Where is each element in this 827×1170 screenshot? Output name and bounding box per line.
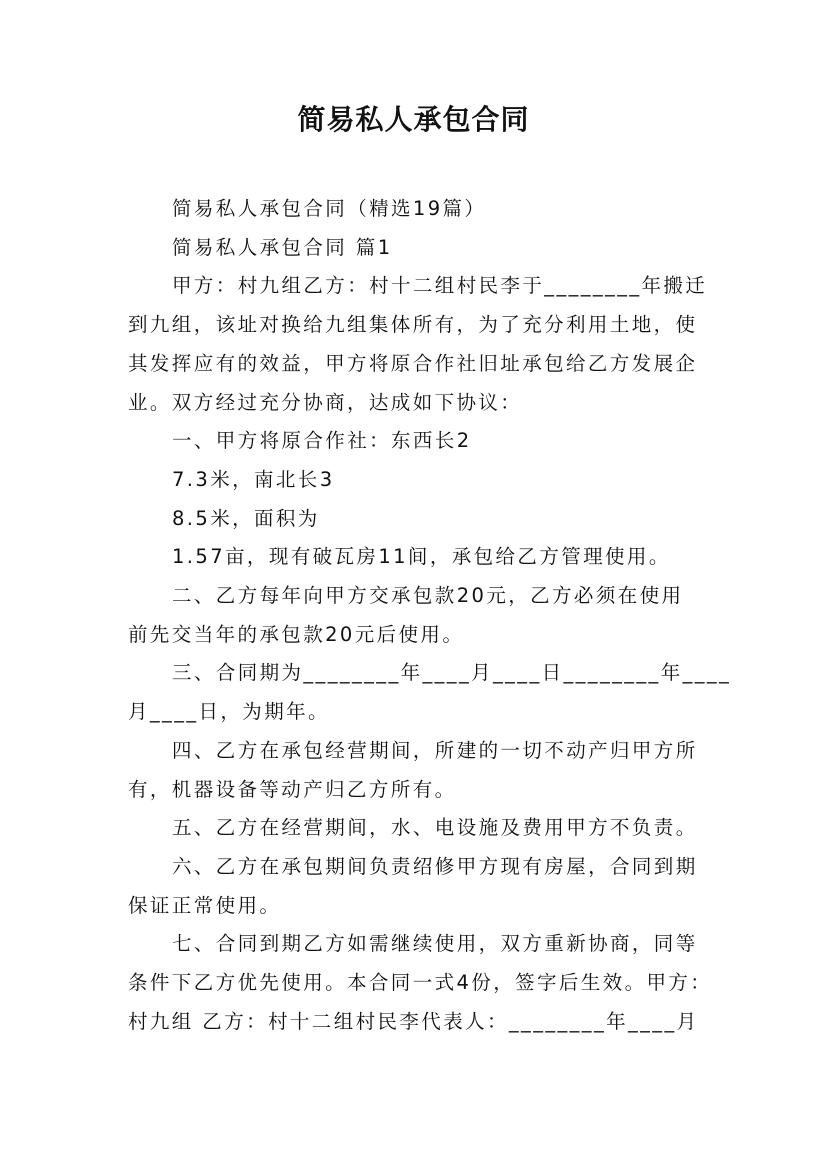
text-line: 七、合同到期乙方如需继续使用，双方重新协商，同等 <box>172 932 698 956</box>
text-line: 村九组 乙方：村十二组村民李代表人：________年____月 <box>128 1009 699 1033</box>
text-line: 业。双方经过充分协商，达成如下协议： <box>128 390 523 414</box>
document-body <box>128 190 732 1041</box>
document-title: 简易私人承包合同 <box>297 103 530 136</box>
text-line: 其发挥应有的效益，甲方将原合作社旧址承包给乙方发展企 <box>128 351 698 375</box>
clause-7 <box>128 925 713 1041</box>
paragraph-parties <box>128 267 708 422</box>
section-heading: 简易私人承包合同 篇1 <box>172 235 393 259</box>
text-line: 条件下乙方优先使用。本合同一式4份，签字后生效。甲方： <box>128 971 713 995</box>
clause-1-line: 1.57亩，现有破瓦房11间，承包给乙方管理使用。 <box>172 545 671 569</box>
clause-1-line: 一、甲方将原合作社：东西长2 <box>172 429 472 453</box>
clause-2 <box>128 577 704 654</box>
text-line: 甲方：村九组乙方：村十二组村民李于________年搬迁 <box>172 274 708 298</box>
clause-1-line: 7.3米，南北长3 <box>172 467 335 491</box>
text-line: 到九组，该址对换给九组集体所有，为了充分利用土地，使 <box>128 313 698 337</box>
subtitle-line: 简易私人承包合同（精选19篇） <box>172 197 487 220</box>
clause-3 <box>128 654 732 731</box>
text-line: 四、乙方在承包经营期间，所建的一切不动产归甲方所 <box>172 738 698 762</box>
text-line: 月____日，为期年。 <box>128 700 330 724</box>
text-line: 六、乙方在承包期间负责绍修甲方现有房屋，合同到期 <box>172 854 698 878</box>
text-line: 二、乙方每年向甲方交承包款20元，乙方必须在使用 <box>172 584 684 608</box>
clause-4 <box>128 732 704 809</box>
clause-5: 五、乙方在经营期间，水、电设施及费用甲方不负责。 <box>172 816 698 840</box>
text-line: 有，机器设备等动产归乙方所有。 <box>128 777 457 801</box>
text-line: 三、合同期为________年____月____日________年____ <box>172 661 732 685</box>
clause-1-line: 8.5米，面积为 <box>172 506 320 530</box>
clause-6 <box>128 848 704 925</box>
text-line: 保证正常使用。 <box>128 893 282 917</box>
text-line: 前先交当年的承包款20元后使用。 <box>128 622 465 646</box>
